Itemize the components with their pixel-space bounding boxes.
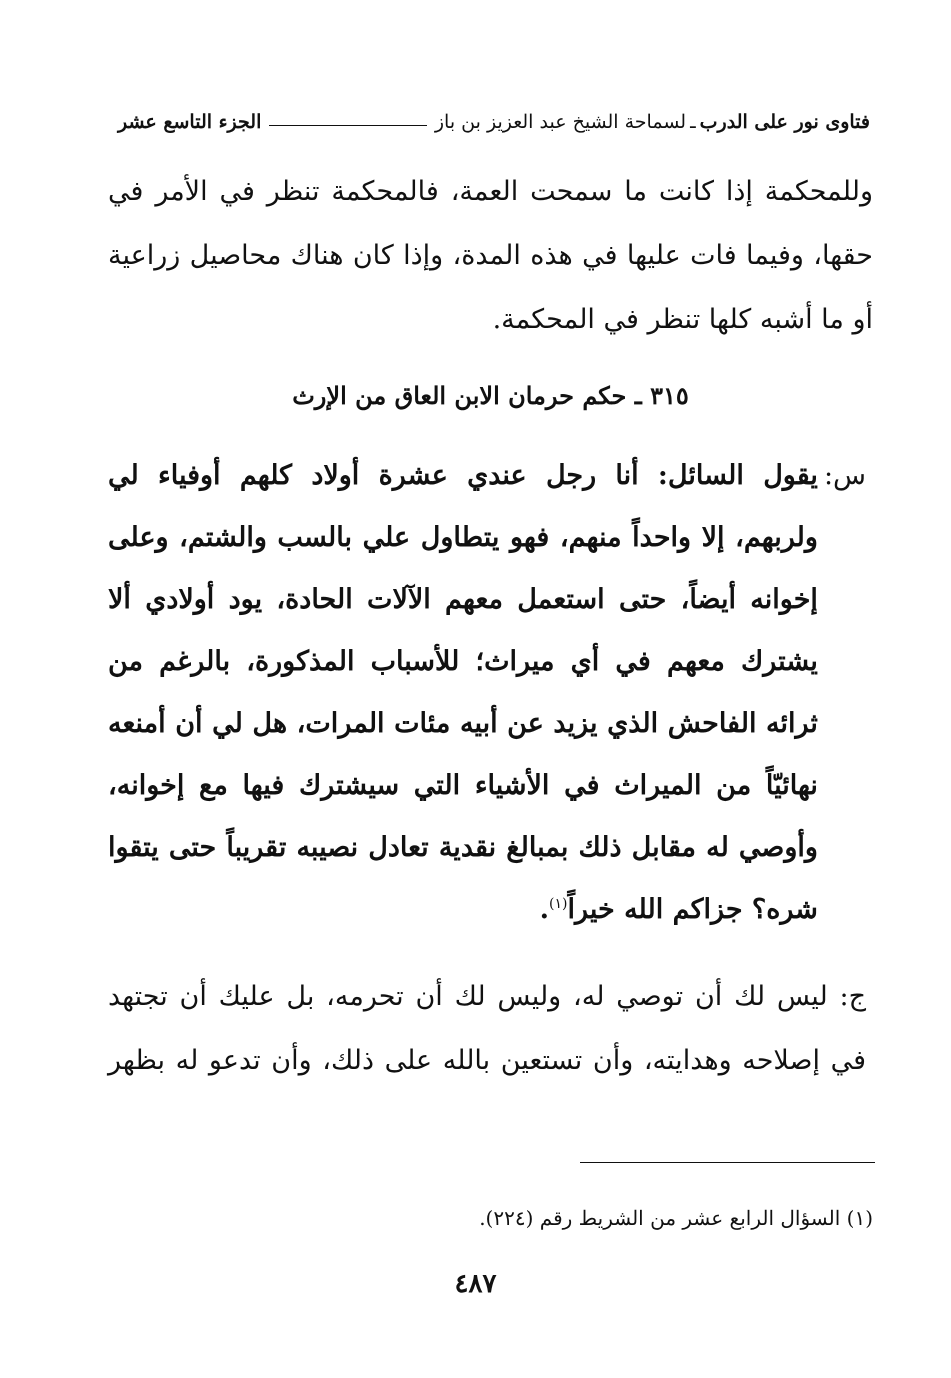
running-header [118,104,870,140]
question-block [108,445,866,941]
question-end: . [539,894,549,925]
question-body [108,445,818,941]
question-prefix: س: [823,460,866,491]
question-text: يقول السائل: أنا رجل عندي عشرة أولاد كلهم أوفياء لي ولربهم، إلا واحداً منهم، فهو يتطاول علي بالسب والشتم، وعلى إخوانه أيضاً، حتى استعمل معهم الآلات الحادة، يود أولادي ألا يشترك معهم في أي ميراث؛ للأسباب المذكورة، بالرغم من ثرائه الفاحش الذي يزيد عن أبيه مئات المرات، هل لي أن أمنعه نهائيّاً من الميراث في الأشياء التي سيشترك فيها مع إخوانه، وأوصي له مقابل ذلك بمبالغ نقدية تعادل نصيبه تقريباً حتى يتقوا شره؟ جزاكم الله خيراً [108,460,818,925]
footnote: (١) السؤال الرابع عشر من الشريط رقم (٢٢٤). [479,1206,873,1230]
section-heading: ٣١٥ ـ حكم حرمان الابن العاق من الإرث [292,381,689,410]
footnote-reference: (١) [548,896,568,912]
header-dash: ـ [690,111,696,133]
intro-paragraph: وللمحكمة إذا كانت ما سمحت العمة، فالمحكمة تنظر في الأمر في حقها، وفيما فات عليها في هذه المدة، وإذا كان هناك محاصيل زراعية أو ما أشبه كلها تنظر في المحكمة. [108,176,873,335]
part-title: الجزء التاسع عشر [118,111,262,133]
footnote-divider [580,1162,875,1163]
header-author: لسماحة الشيخ عبد العزيز بن باز [434,111,687,133]
header-rule [269,125,427,126]
book-title: فتاوى نور على الدرب [699,111,870,133]
answer-paragraph: ج: ليس لك أن توصي له، وليس لك أن تحرمه، بل عليك أن تجتهد في إصلاحه وهدايته، وأن تستعين بالله على ذلك، وأن تدعو له بظهر [108,981,866,1076]
page-number: ٤٨٧ [454,1269,497,1299]
